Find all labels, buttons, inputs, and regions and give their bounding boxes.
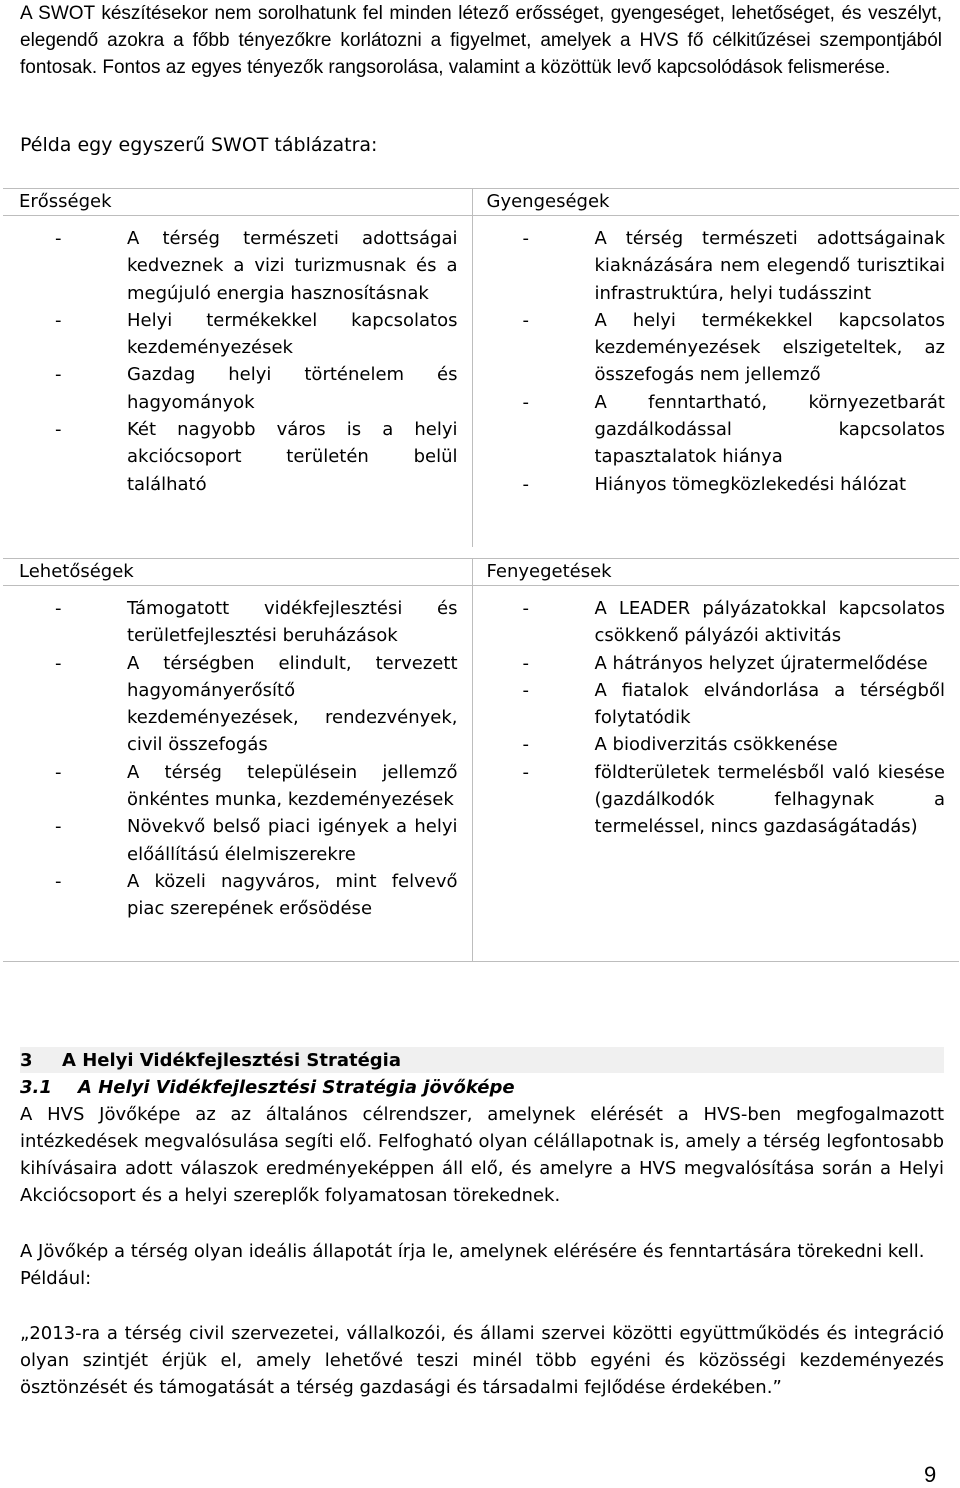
- list-item: - A közeli nagyváros, mint felvevő piac szerepének erősödése: [19, 868, 458, 923]
- list-item: - A térségben elindult, tervezett hagyományerősítő kezdeményezések, rendezvények, civil összefogás: [19, 650, 458, 759]
- weaknesses-header-cell: [472, 189, 959, 216]
- example-label: Példa egy egyszerű SWOT táblázatra:: [20, 134, 378, 156]
- list-item: - A térség településein jellemző önkéntes munka, kezdeményezések: [19, 759, 458, 814]
- vision-paragraph: A HVS Jövőképe az az általános célrendszer, amelynek elérését a HVS-ben megfogalmazott intézkedések megvalósulása segíti elő. Felfogható olyan célállapotnak is, amely a térség legfontosabb kihívásaira adott válaszok eredményeképpen áll elő, és amelyre a HVS megvalósítása során a Helyi Akciócsoport és a helyi szereplők folyamatosan törekednek.: [20, 1104, 944, 1206]
- threats-title: Fenyegetések: [486, 561, 612, 582]
- subsection-number: 3.1: [20, 1077, 52, 1098]
- list-item: - Növekvő belső piaci igények a helyi előállítású élelmiszerekre: [19, 813, 458, 868]
- list-item: - A fenntartható, környezetbarát gazdálkodással kapcsolatos tapasztalatok hiánya: [487, 389, 946, 471]
- opportunities-title: Lehetőségek: [19, 561, 134, 582]
- strengths-cell: [3, 216, 472, 548]
- list-item: - A hátrányos helyzet újratermelődése: [487, 650, 946, 677]
- list-item: - A LEADER pályázatokkal kapcsolatos csökkenő pályázói aktivitás: [487, 595, 946, 650]
- list-item: - Gazdag helyi történelem és hagyományok: [19, 361, 458, 416]
- vision-definition: [20, 1238, 944, 1292]
- opportunities-cell: [3, 586, 472, 962]
- threats-cell: [472, 586, 959, 962]
- weaknesses-title: Gyengeségek: [486, 191, 610, 212]
- strengths-title: Erősségek: [19, 191, 112, 212]
- subsection-title: A Helyi Vidékfejlesztési Stratégia jövőképe: [78, 1077, 515, 1098]
- opportunities-header-cell: [3, 559, 472, 586]
- strengths-list: [3, 225, 472, 498]
- intro-paragraph: A SWOT készítésekor nem sorolhatunk fel minden létező erősséget, gyengeséget, lehetőséget, és veszélyt, elegendő azokra a főbb tényezőkre korlátozni a figyelmet, amelyek a HVS fő célkitűzései szempontjából fontosak. Fontos az egyes tényezők rangsorolása, valamint a közöttük levő kapcsolódások felismerése.: [20, 3, 942, 78]
- list-item: - A térség természeti adottságainak kiaknázására nem elegendő turisztikai infrastruktúra, helyi tudásszint: [487, 225, 946, 307]
- vision-definition-text: A Jövőkép a térség olyan ideális állapotát írja le, amelynek elérésére és fenntartására törekedni kell.: [20, 1241, 925, 1262]
- weaknesses-cell: [472, 216, 959, 548]
- threats-header-cell: [472, 559, 959, 586]
- section-heading-3-1: [20, 1074, 944, 1101]
- vision-quote: „2013-ra a térség civil szervezetei, vállalkozói, és állami szervei közötti együttműködés és integráció olyan szintjét érjük el, amely lehetővé teszi minél több egyéni és közösségi kezdeményezés ösztönzését és támogatását a térség gazdasági és társadalmi fejlődése érdekében.”: [20, 1323, 944, 1398]
- weaknesses-list: [473, 225, 960, 498]
- list-item: - földterületek termelésből való kiesése (gazdálkodók felhagynak a termeléssel, nincs gazdaságátadás): [487, 759, 946, 841]
- section-title: A Helyi Vidékfejlesztési Stratégia: [62, 1050, 402, 1071]
- list-item: - Hiányos tömegközlekedési hálózat: [487, 471, 946, 498]
- section-number: 3: [20, 1050, 33, 1071]
- example-intro: Például:: [20, 1268, 92, 1289]
- swot-table-top: [3, 188, 959, 547]
- strengths-header-cell: [3, 189, 472, 216]
- list-item: - A térség természeti adottságai kedveznek a vizi turizmusnak és a megújuló energia hasznosításnak: [19, 225, 458, 307]
- list-item: - A biodiverzitás csökkenése: [487, 731, 946, 758]
- opportunities-list: [3, 595, 472, 923]
- list-item: - Támogatott vidékfejlesztési és területfejlesztési beruházások: [19, 595, 458, 650]
- threats-list: [473, 595, 960, 841]
- list-item: - A helyi termékekkel kapcsolatos kezdeményezések elszigeteltek, az összefogás nem jellemző: [487, 307, 946, 389]
- list-item: - Két nagyobb város is a helyi akciócsoport területén belül található: [19, 416, 458, 498]
- page-number: 9: [924, 1462, 937, 1487]
- swot-table-bottom: [3, 558, 959, 962]
- list-item: - A fiatalok elvándorlása a térségből folytatódik: [487, 677, 946, 732]
- list-item: - Helyi termékekkel kapcsolatos kezdeményezések: [19, 307, 458, 362]
- section-heading-3: [20, 1047, 944, 1073]
